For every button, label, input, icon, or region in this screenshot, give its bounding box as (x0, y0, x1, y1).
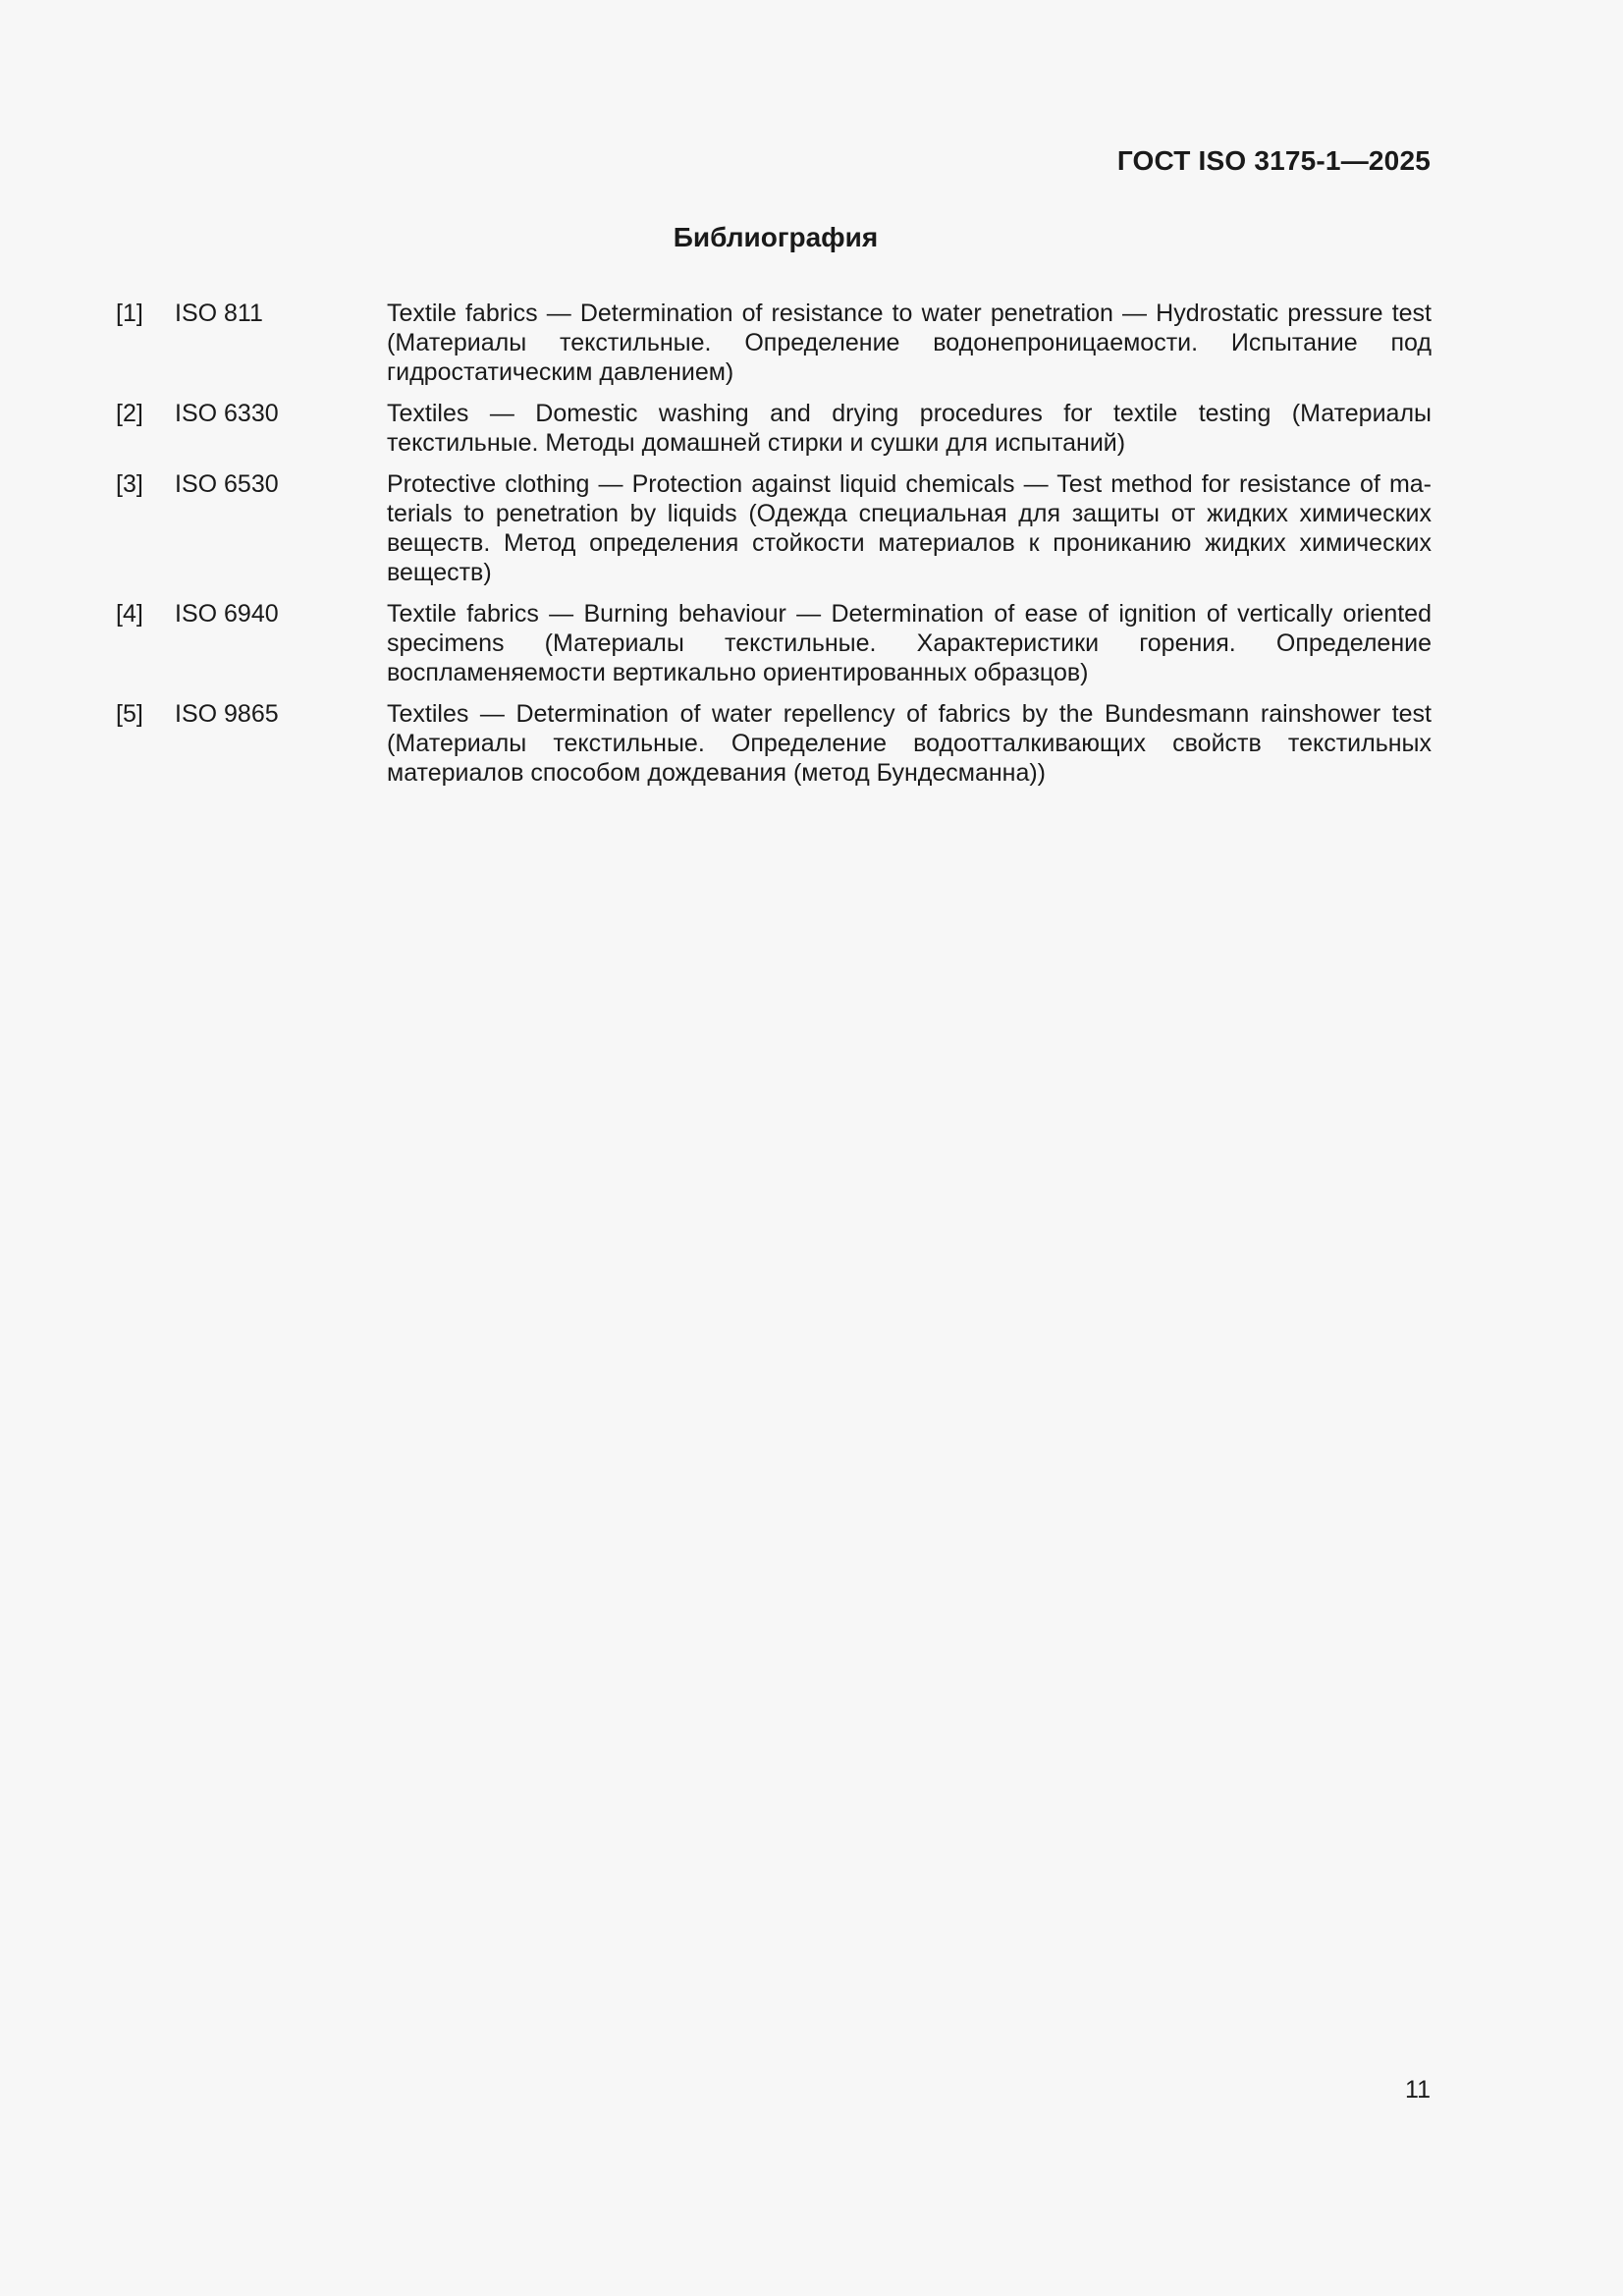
standard-code: ISO 6330 (175, 400, 279, 427)
entry-number: [5] (116, 700, 143, 728)
entry-number: [2] (116, 400, 143, 427)
document-code: ГОСТ ISO 3175-1—2025 (1116, 145, 1431, 176)
standard-title: Textiles — Determination of water repellency of fabrics by the Bundesmann rainshower test (Материалы текстильные. Определение водоотталкивающих свойств текстильных материалов способом дождевания (метод Бундесманна)) (387, 700, 1432, 787)
section-title: Библиография (673, 222, 879, 252)
entry-number: [4] (116, 600, 143, 628)
entry-number: [3] (116, 470, 143, 498)
bibliography-entry (116, 469, 1432, 587)
standard-title: Textile fabrics — Burning behaviour — Determination of ease of ignition of vertically oriented specimens (Материалы текстильные. Характеристики горения. Определение воспламеняемости вертикально ориентированных образцов) (387, 600, 1432, 686)
standard-title: Protective clothing — Protection against liquid chemicals — Test method for resistance of materials to penetration by liquids (Одежда специальная для защиты от жидких химических веществ. Метод определения стойкости материалов к прониканию жидких химических веществ) (387, 470, 1432, 586)
standard-title: Textile fabrics — Determination of resistance to water penetration — Hydrostatic pressure test (Материалы текстильные. Определение водонепроницаемости. Испытание под гидростатическим давлением) (387, 300, 1432, 386)
standard-code: ISO 6940 (175, 600, 279, 628)
bibliography-entry (116, 399, 1432, 458)
standard-title: Textiles — Domestic washing and drying procedures for textile testing (Материалы текстильные. Методы домашней стирки и сушки для испытаний) (387, 400, 1432, 457)
standard-code: ISO 9865 (175, 700, 279, 728)
entry-number: [1] (116, 300, 143, 327)
bibliography-list (116, 299, 1432, 799)
bibliography-entry (116, 699, 1432, 788)
standard-code: ISO 6530 (175, 470, 279, 498)
bibliography-entry (116, 599, 1432, 687)
standard-code: ISO 811 (175, 300, 263, 327)
bibliography-entry (116, 299, 1432, 387)
page-number: 11 (1405, 2076, 1431, 2104)
